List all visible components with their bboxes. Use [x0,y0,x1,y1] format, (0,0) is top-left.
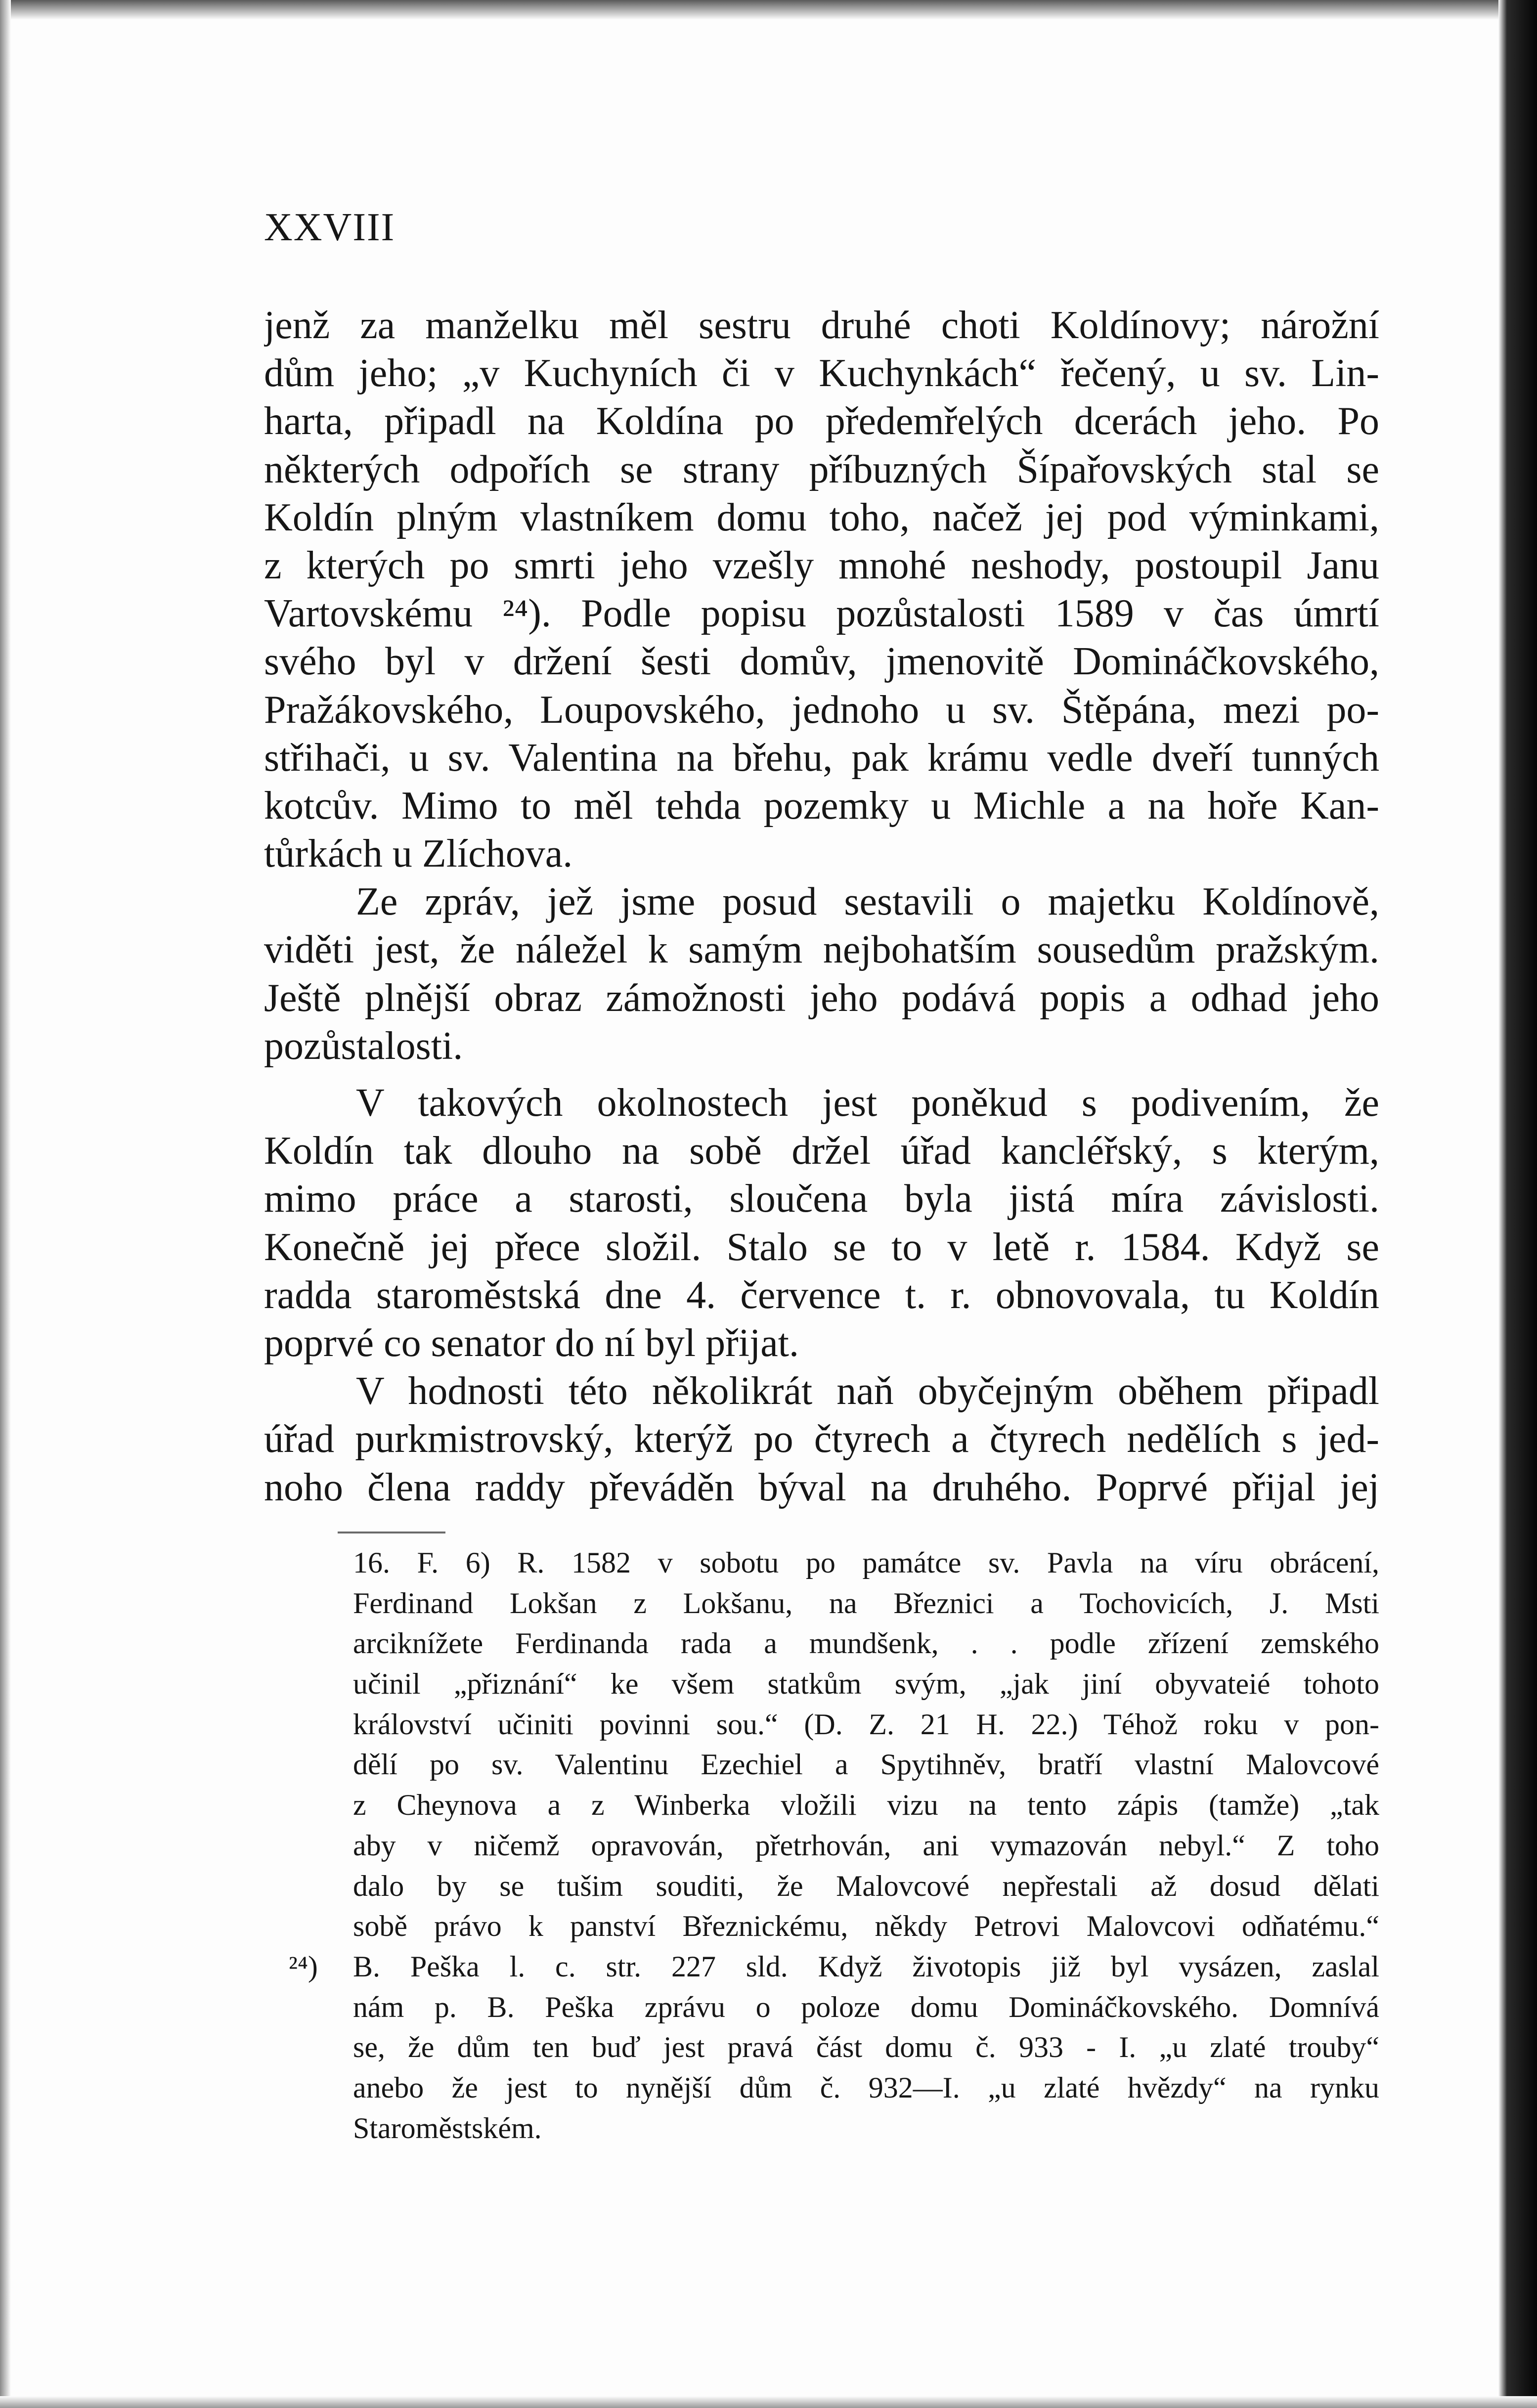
footnote-text: dělí po sv. Valentinu Ezechiel a Spytihněv, bratří vlastní Malovcové [353,1748,1379,1781]
text-line: Vartovskému ²⁴). Podle popisu pozůstalosti 1589 v čas úmrtí [264,592,1379,636]
text-line: Konečně jej přece složil. Stalo se to v letě r. 1584. Když se [264,1225,1379,1269]
text-line: střihači, u sv. Valentina na břehu, pak krámu vedle dveří tunných [264,736,1379,780]
footnote-text: sobě právo k panství Březnickému, někdy Petrovi Malovcovi odňatému.“ [353,1910,1379,1943]
footnote-line [353,1745,1379,1785]
text-line: Koldín plným vlastníkem domu toho, načež jej pod výminkami, [264,495,1379,539]
text-line: V hodnosti této několikrát naň obyčejným oběhem připadl [356,1369,1379,1413]
footnote-text: se, že dům ten buď jest pravá část domu č. 933 - I. „u zlaté trouby“ [353,2031,1379,2064]
text-line: mimo práce a starosti, sloučena byla jistá míra závislosti. [264,1177,1379,1221]
text-line: poprvé co senator do ní byl přijat. [264,1321,799,1365]
footnote-text: nám p. B. Peška zprávu o poloze domu Domináčkovského. Domnívá [353,1990,1379,2023]
footnote-line [353,2068,1379,2108]
text-line: tůrkách u Zlíchova. [264,832,573,876]
text-line: harta, připadl na Koldína po předemřelých dcerách jeho. Po [264,399,1379,443]
text-line: Pražákovského, Loupovského, jednoho u sv. Štěpána, mezi po- [264,688,1379,732]
scan-edge-bottom [0,2396,1537,2408]
scan-edge-left [0,0,11,2408]
footnote-text: anebo že jest to nynější dům č. 932—I. „u zlaté hvězdy“ na rynku [353,2071,1379,2104]
text-line: pozůstalosti. [264,1024,463,1068]
footnote-line [353,1987,1379,2028]
footnote-line [353,1623,1379,1664]
scan-edge-top [0,0,1537,20]
footnotes [289,1543,1379,2148]
footnote-text: arciknížete Ferdinanda rada a mundšenk, . . podle zřízení zemského [353,1627,1379,1660]
footnote-text: aby v ničemž opravován, přetrhován, ani vymazován nebyl.“ Z toho [353,1829,1379,1862]
text-line: některých odpořích se strany příbuzných Šípařovských stal se [264,447,1379,491]
text-line: Ze zpráv, jež jsme posud sestavili o majetku Koldínově, [356,880,1379,924]
text-line: úřad purkmistrovský, kterýž po čtyrech a čtyrech nedělích s jed- [264,1417,1379,1461]
footnote-text: Ferdinand Lokšan z Lokšanu, na Březnici a Tochovicích, J. Msti [353,1586,1379,1620]
footnote-line [353,1866,1379,1907]
footnote-text: B. Peška l. c. str. 227 sld. Když životopis již byl vysázen, zaslal [353,1950,1379,1983]
footnote-line [353,1543,1379,1583]
footnote-line [353,1826,1379,1866]
footnote-line [353,1705,1379,1745]
footnote-line [353,1906,1379,1947]
text-line: viděti jest, že náležel k samým nejbohatším sousedům pražským. [264,928,1379,972]
footnote-line [353,1664,1379,1705]
footnote-line [289,1947,1379,1987]
text-line: V takových okolnostech jest poněkud s podivením, že [356,1081,1379,1125]
footnote-rule [338,1532,445,1533]
text-line: radda staroměstská dne 4. července t. r. obnovovala, tu Koldín [264,1273,1379,1317]
main-text [264,302,1379,1512]
footnote-text: dalo by se tušim souditi, že Malovcové nepřestali až dosud dělati [353,1869,1379,1902]
text-line: Koldín tak dlouho na sobě držel úřad kancléřský, s kterým, [264,1129,1379,1173]
footnote-line [353,2027,1379,2068]
text-line: jenž za manželku měl sestru druhé choti Koldínovy; nárožní [264,304,1379,347]
text-line: noho člena raddy převáděn býval na druhého. Poprvé přijal jej [264,1465,1379,1509]
text-line: kotcův. Mimo to měl tehda pozemky u Michle a na hoře Kan- [264,784,1379,828]
footnote-text: království učiniti povinni sou.“ (D. Z. 21 H. 22.) Téhož roku v pon- [353,1707,1379,1741]
footnote-marker: ²⁴) [289,1950,318,1983]
footnote-text: Staroměstském. [353,2111,542,2145]
footnote-text: z Cheynova a z Winberka vložili vizu na tento zápis (tamže) „tak [353,1789,1379,1822]
text-line: z kterých po smrti jeho vzešly mnohé neshody, postoupil Janu [264,543,1379,587]
text-line: svého byl v držení šesti domův, jmenovitě Domináčkovského, [264,640,1379,684]
footnote-line [353,1583,1379,1624]
scan-edge-right [1498,0,1537,2408]
footnote-line [353,1785,1379,1826]
text-line: dům jeho; „v Kuchyních či v Kuchynkách“ řečený, u sv. Lin- [264,351,1379,395]
footnote-text: 16. F. 6) R. 1582 v sobotu po památce sv. Pavla na víru obrácení, [353,1546,1379,1579]
footnote-line [353,2108,1379,2149]
text-line: Ještě plnější obraz zámožnosti jeho podává popis a odhad jeho [264,976,1379,1020]
page-number: XXVIII [264,206,395,249]
footnote-text: učinil „přiznání“ ke všem statkům svým, „jak jiní obyvateié tohoto [353,1667,1379,1701]
